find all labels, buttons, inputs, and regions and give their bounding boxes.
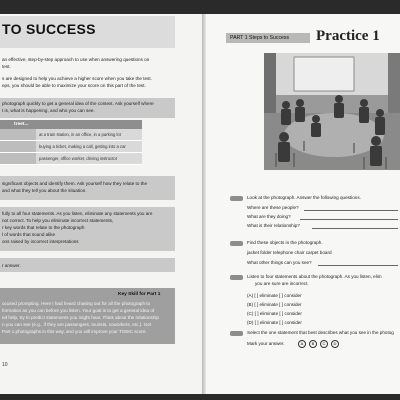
choice-d[interactable]: D	[331, 340, 339, 348]
option-b[interactable]: (B) [ ] eliminate [ ] consider	[247, 302, 302, 307]
table-row: at a train station, in an office, in a parking lot	[0, 129, 142, 141]
step2-badge	[230, 241, 243, 246]
step1-badge	[230, 196, 243, 201]
practice-title: Practice 1	[316, 28, 380, 44]
step2-instruction: Find these objects in the photograph.	[247, 240, 323, 245]
answer-choices	[298, 340, 339, 348]
step3-instruction-cont: you are sure are incorrect.	[255, 281, 309, 286]
page-number: 10	[2, 362, 8, 368]
step2-text: significant objects and identify them. Ask yourself how they relate to the and what they tell you about the situation.	[2, 181, 148, 193]
context-table	[0, 120, 142, 165]
step4-text: r answer.	[2, 263, 21, 268]
key-skill-text: ocused prompting. Here I had heard chasing out for all the photograph to formation as you can before you listen. Your goal is to get a general idea of ed help, try to predict statements you might hear. Think about the relationship n you can see (e.g., if they are passengers, tourists, coworkers, etc.). Get Part 1 photographs in this way, and you will improve your TOEIC score.	[2, 301, 159, 334]
step1-instruction: Look at the photograph. Answer the following questions.	[247, 195, 361, 200]
option-d[interactable]: (D) [ ] eliminate [ ] consider	[247, 320, 302, 325]
part-tag: PART 1 Steps to Success	[226, 33, 310, 43]
question-relationship: What is their relationship?	[247, 223, 300, 228]
mark-answer-label: Mark your answer.	[247, 341, 285, 346]
object-list: jacket folder telephone chair carpet board	[247, 250, 332, 255]
option-c[interactable]: (C) [ ] eliminate [ ] consider	[247, 311, 302, 316]
table-row: buying a ticket, making a call, getting into a car	[0, 141, 142, 153]
key-skill-label: Key Skill for Part 1	[118, 292, 161, 297]
answer-line	[304, 210, 398, 211]
context-table-header: treet...	[0, 120, 142, 129]
choice-a[interactable]: A	[298, 340, 306, 348]
answer-line	[300, 219, 398, 220]
step3-badge	[230, 275, 243, 280]
question-where: Where are these people?	[247, 205, 299, 210]
choice-b[interactable]: B	[309, 340, 317, 348]
steps-description: s are designed to help you achieve a higher score when you take the test. eps, you should be able to maximize your score on this part of the test.	[2, 76, 152, 88]
table-row: passenger, office worker, driving instructor	[0, 153, 142, 165]
choice-c[interactable]: C	[320, 340, 328, 348]
step3-instruction: Listen to four statements about the photograph. As you listen, elim	[247, 274, 382, 279]
section-title: TO SUCCESS	[2, 21, 96, 37]
step4-badge	[230, 331, 243, 336]
question-what: What are they doing?	[247, 214, 291, 219]
step4-instruction: Select the one statement that best describes what you see in the photog	[247, 330, 394, 335]
answer-line	[312, 228, 398, 229]
answer-line	[318, 265, 398, 266]
step3-text: fully to all four statements. As you listen, eliminate any statements you are not correct. To help you eliminate incorrect statements, r key words that relate to the photograph l of words that sound alike ons raised by incorrect interpretations	[2, 211, 153, 244]
step1-text: photograph quickly to get a general idea of the context. Ask yourself where t is, what is happening, and who you can see.	[2, 101, 154, 113]
intro-text: an effective, step-by-step approach to use when answering questions on test.	[2, 57, 150, 69]
option-a[interactable]: (A) [ ] eliminate [ ] consider	[247, 293, 302, 298]
other-things-question: What other things can you see?	[247, 260, 312, 265]
meeting-photograph	[264, 53, 400, 170]
